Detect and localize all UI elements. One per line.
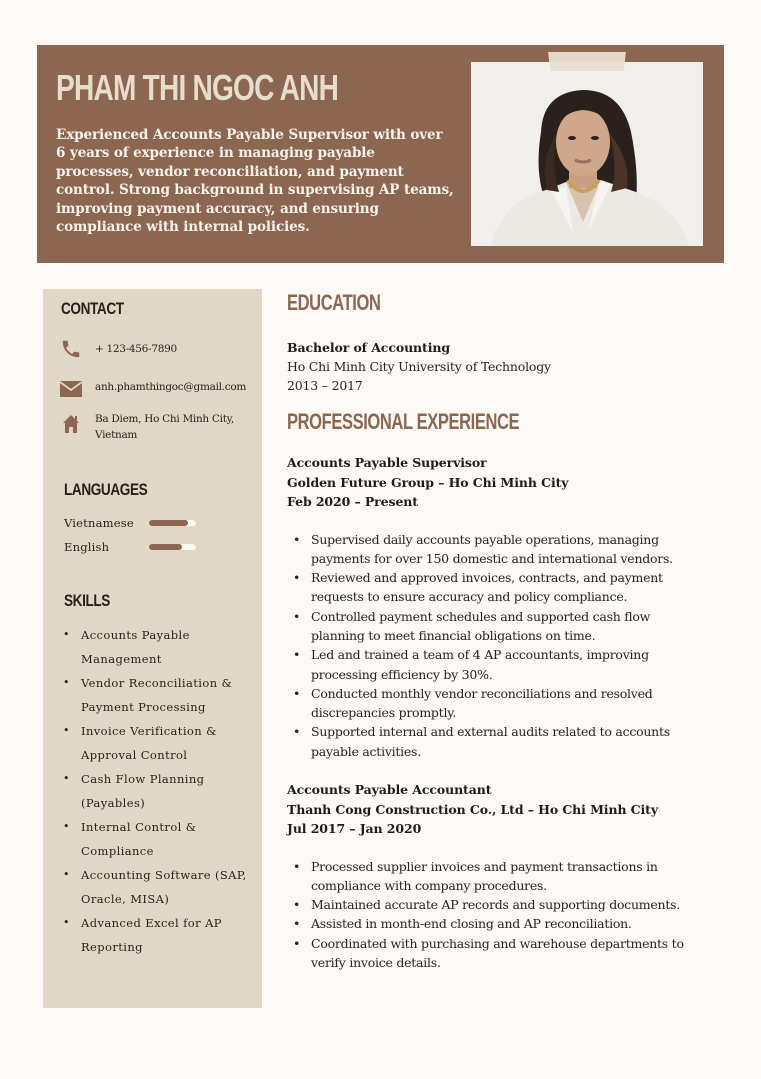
skill-item: • Cash Flow Planning (Payables) xyxy=(63,772,205,810)
job-bullets xyxy=(289,530,707,762)
language-level-bar xyxy=(149,544,196,550)
contact-address xyxy=(59,411,255,443)
skill-item: • Invoice Verification & Approval Control xyxy=(63,724,217,762)
home-icon xyxy=(59,411,83,437)
phone-text: + 123-456-7890 xyxy=(95,343,177,355)
languages-title: LANGUAGES xyxy=(64,480,148,499)
skill-item: • Accounting Software (SAP, Oracle, MISA) xyxy=(63,868,247,906)
mail-icon xyxy=(59,379,83,399)
language-level-fill xyxy=(149,544,182,550)
address-text: Ba Diem, Ho Chi Minh City, Vietnam xyxy=(95,413,234,441)
job-bullet: • Supported internal and external audits related to accounts payable activities. xyxy=(293,724,670,759)
job-dates: Feb 2020 – Present xyxy=(287,494,418,509)
job-bullet: • Controlled payment schedules and supported cash flow planning to meet financial obligations on time. xyxy=(293,608,651,643)
education-school: Ho Chi Minh City University of Technology xyxy=(287,359,551,374)
profile-photo xyxy=(471,62,703,246)
main-content xyxy=(287,290,707,972)
job-bullets xyxy=(289,857,707,973)
contact-phone xyxy=(59,339,177,359)
job-bullet: • Processed supplier invoices and payment transactions in compliance with company procedures. xyxy=(293,858,658,893)
phone-icon xyxy=(59,339,83,359)
sidebar xyxy=(43,289,262,1008)
job-bullet: • Maintained accurate AP records and supporting documents. xyxy=(293,897,680,913)
profile-summary: Experienced Accounts Payable Supervisor with over 6 years of experience in managing payable processes, vendor reconciliation, and payment control. Strong background in supervising AP teams, improving payment accuracy, and ensuring compliance with internal policies. xyxy=(56,127,454,236)
contact-email xyxy=(59,379,246,399)
education-title: EDUCATION xyxy=(287,290,381,315)
job-company: Thanh Cong Construction Co., Ltd – Ho Chi Minh City xyxy=(287,801,659,817)
job-entry xyxy=(287,453,707,761)
education-degree: Bachelor of Accounting xyxy=(287,340,450,355)
email-text: anh.phamthingoc@gmail.com xyxy=(95,381,247,393)
language-level-bar xyxy=(149,520,196,526)
job-dates: Jul 2017 – Jan 2020 xyxy=(287,821,422,837)
job-bullet: • Coordinated with purchasing and warehouse departments to verify invoice details. xyxy=(293,935,684,971)
language-label: English xyxy=(64,540,110,554)
skills-list xyxy=(63,623,253,959)
job-bullet: • Assisted in month-end closing and AP reconciliation. xyxy=(293,916,632,932)
job-bullet: • Conducted monthly vendor reconciliations and resolved discrepancies promptly. xyxy=(293,685,653,721)
job-bullet: • Supervised daily accounts payable operations, managing payments for over 150 domestic and international vendors. xyxy=(293,531,673,566)
education-years: 2013 – 2017 xyxy=(287,378,363,393)
portrait-image xyxy=(471,62,703,246)
header-banner xyxy=(37,45,724,263)
language-vietnamese xyxy=(64,516,196,530)
skill-item: • Vendor Reconciliation & Payment Processing xyxy=(63,676,233,714)
skill-item: • Accounts Payable Management xyxy=(63,628,190,666)
candidate-name: PHAM THI NGOC ANH xyxy=(56,67,339,108)
language-level-fill xyxy=(149,520,188,526)
language-english xyxy=(64,540,196,554)
job-bullet: • Reviewed and approved invoices, contracts, and payment requests to ensure accuracy and policy compliance. xyxy=(293,570,663,605)
job-role: Accounts Payable Accountant xyxy=(287,782,492,798)
contact-title: CONTACT xyxy=(61,299,124,318)
job-company: Golden Future Group – Ho Chi Minh City xyxy=(287,474,569,490)
job-entry xyxy=(287,780,707,972)
job-role: Accounts Payable Supervisor xyxy=(287,455,487,470)
experience-title: PROFESSIONAL EXPERIENCE xyxy=(287,409,520,434)
language-label: Vietnamese xyxy=(64,516,134,530)
skills-title: SKILLS xyxy=(64,591,110,610)
skill-item: • Internal Control & Compliance xyxy=(63,820,197,858)
skill-item: • Advanced Excel for AP Reporting xyxy=(63,916,222,954)
photo-tape-decoration xyxy=(548,52,626,71)
job-bullet: • Led and trained a team of 4 AP accountants, improving processing efficiency by 30%. xyxy=(293,647,649,682)
